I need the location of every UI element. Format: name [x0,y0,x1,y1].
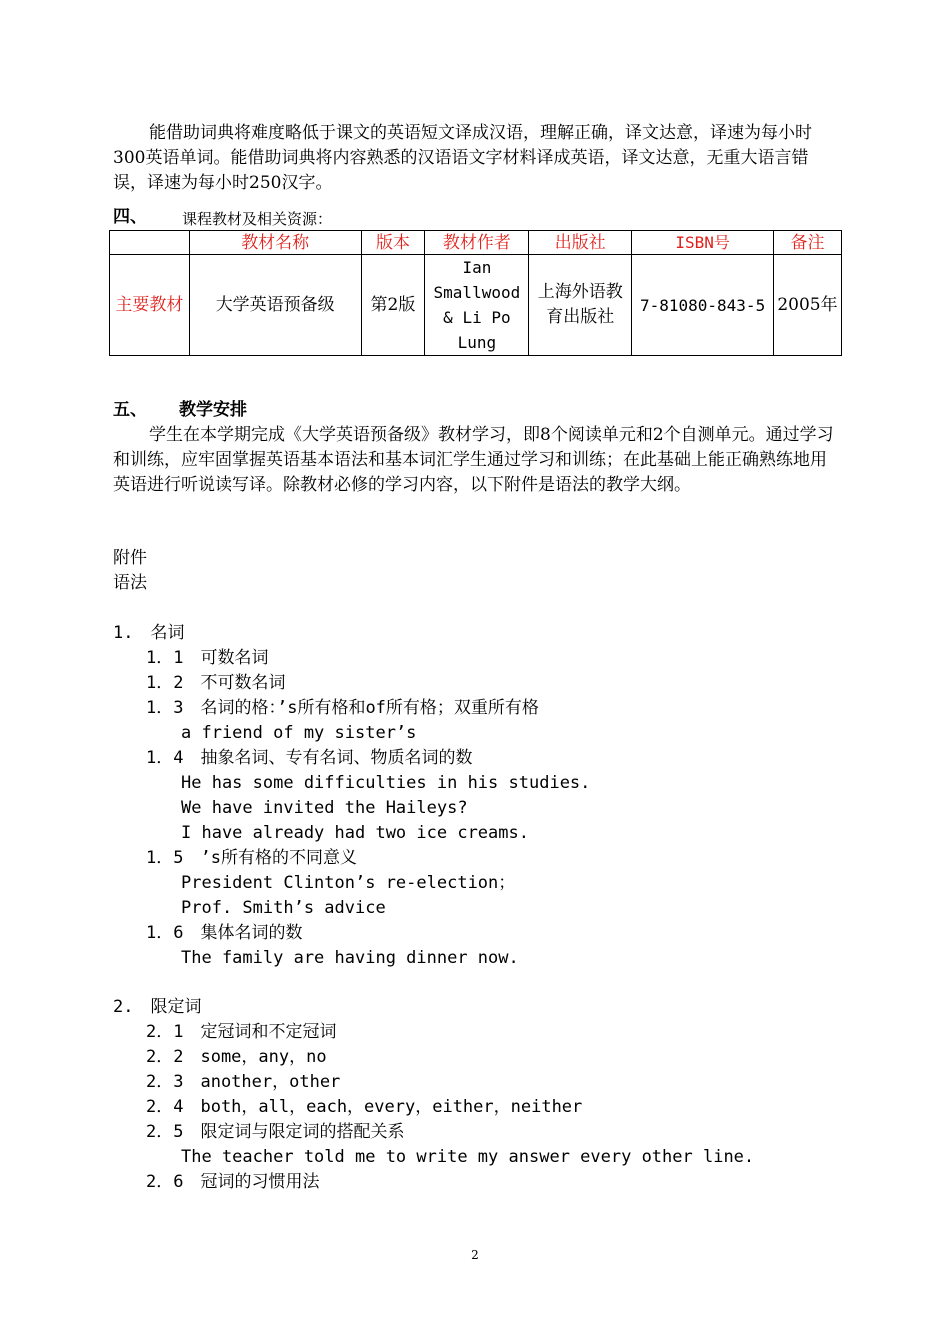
grammar-item-1-3: 1．3 名词的格：’s所有格和of所有格；双重所有格 [146,698,539,718]
grammar-item-1-6: 1．6 集体名词的数 [146,923,303,943]
grammar-example: President Clinton’s re-election； [181,873,516,893]
grammar-chapter-2-title: 2. 限定词 [113,997,202,1017]
author-cell: Ian Smallwood & Li Po Lung [425,255,529,356]
table-header-cell: 备注 [774,231,842,255]
table-header-cell: ISBN号 [632,231,774,255]
table-header-row [110,231,842,255]
section-5-heading [113,398,247,423]
row-label-cell: 主要教材 [110,255,190,356]
isbn-cell: 7-81080-843-5 [632,255,774,356]
grammar-chapter-1-title: 1. 名词 [113,623,185,643]
grammar-item-1-1: 1．1 可数名词 [146,648,269,668]
table-header-cell: 版本 [361,231,425,255]
table-header-cell: 教材作者 [425,231,529,255]
appendix-label: 附件 [113,548,147,568]
grammar-item-2-5: 2．5 限定词与限定词的搭配关系 [146,1122,405,1142]
section-4-heading [113,205,179,230]
grammar-example: We have invited the Haileys? [181,798,468,818]
edition-cell: 第2版 [361,255,425,356]
section-5-title: 教学安排 [179,400,247,420]
table-header-cell [110,231,190,255]
grammar-item-1-2: 1．2 不可数名词 [146,673,286,693]
section-5-number: 五、 [113,400,147,420]
textbook-name-cell: 大学英语预备级 [189,255,361,356]
grammar-item-1-5: 1．5 ’s所有格的不同意义 [146,848,357,868]
table-header-cell: 出版社 [529,231,632,255]
grammar-item-2-3: 2．3 another，other [146,1072,341,1092]
grammar-label: 语法 [113,573,147,593]
textbook-resources-table [109,230,842,356]
grammar-example: The teacher told me to write my answer every other line. [181,1147,755,1167]
grammar-item-2-1: 2．1 定冠词和不定冠词 [146,1022,337,1042]
grammar-item-2-2: 2．2 some，any，no [146,1047,327,1067]
grammar-example: I have already had two ice creams. [181,823,529,843]
page-number: 2 [471,1248,479,1262]
section-4-number: 四、 [113,207,147,227]
grammar-example: Prof. Smith’s advice [181,898,386,918]
note-cell: 2005年 [774,255,842,356]
publisher-cell: 上海外语教育出版社 [529,255,632,356]
grammar-item-2-4: 2．4 both，all，each，every，either，neither [146,1097,583,1117]
grammar-example: He has some difficulties in his studies. [181,773,591,793]
table-header-cell: 教材名称 [189,231,361,255]
grammar-example: The family are having dinner now. [181,948,519,968]
table-row [110,255,842,356]
translation-requirement-paragraph: 能借助词典将难度略低于课文的英语短文译成汉语，理解正确，译文达意，译速为每小时300英语单词。能借助词典将内容熟悉的汉语语文字材料译成英语，译文达意，无重大语言错误，译速为每小时250汉字。 [113,123,812,193]
teaching-arrangement-paragraph: 学生在本学期完成《大学英语预备级》教材学习，即8个阅读单元和2个自测单元。通过学习和训练，应牢固掌握英语基本语法和基本词汇学生通过学习和训练；在此基础上能正确熟练地用英语进行听说读写译。除教材必修的学习内容，以下附件是语法的教学大纲。 [113,425,834,495]
section-4-title: 课程教材及相关资源： [182,210,333,228]
grammar-example: a friend of my sister’s [181,723,417,743]
grammar-item-1-4: 1．4 抽象名词、专有名词、物质名词的数 [146,748,473,768]
grammar-item-2-6: 2．6 冠词的习惯用法 [146,1172,320,1192]
